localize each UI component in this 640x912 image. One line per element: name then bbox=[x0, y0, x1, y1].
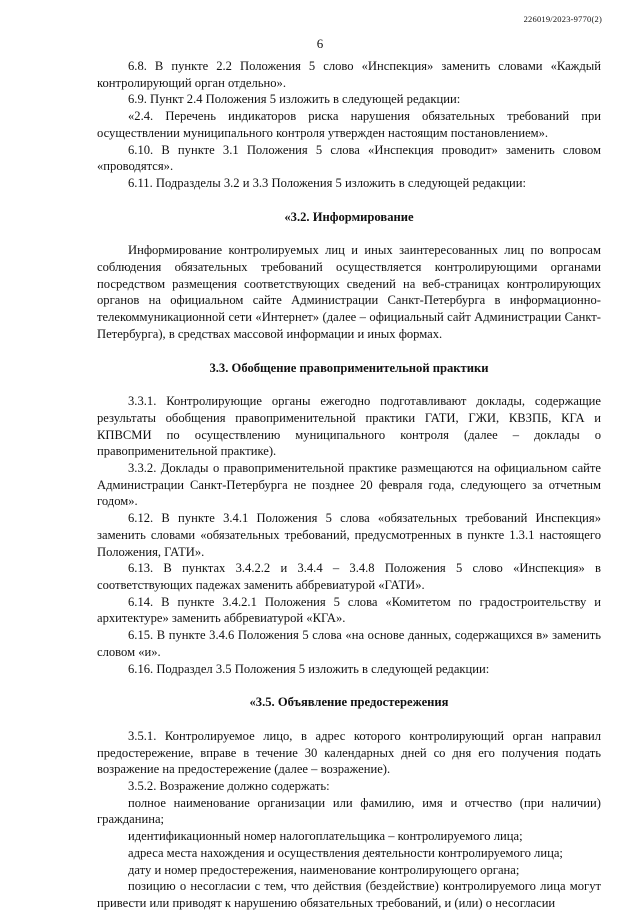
section-3-3-heading: 3.3. Обобщение правоприменительной практики bbox=[209, 360, 489, 375]
paragraph-6-9: 6.9. Пункт 2.4 Положения 5 изложить в следующей редакции: bbox=[128, 92, 461, 107]
page-number: 6 bbox=[316, 36, 324, 51]
list-item-disagreement-position: позицию о несогласии с тем, что действия (бездействие) контролируемого лица могут привести или приводят к нарушению обязательных требований, и (или) о несогласии bbox=[97, 879, 601, 910]
document-registration-number: 226019/2023-9770(2) bbox=[523, 14, 602, 24]
paragraph-3-5-1: 3.5.1. Контролируемое лицо, в адрес которого контролирующий орган направил предостережение, вправе в течение 30 календарных дней со дня его получения подать возражение на предостережение (далее – возражение). bbox=[97, 728, 601, 777]
section-3-5-heading: «3.5. Объявление предостережения bbox=[249, 695, 449, 710]
paragraph-3-3-2: 3.3.2. Доклады о правоприменительной практике размещаются на официальном сайте Администрации Санкт-Петербурга не позднее 20 февраля года, следующего за отчетным годом». bbox=[97, 461, 601, 509]
paragraph-2-4-quote: «2.4. Перечень индикаторов риска нарушения обязательных требований при осуществлении муниципального контроля утвержден настоящим постановлением». bbox=[97, 109, 601, 140]
paragraph-3-3-1: 3.3.1. Контролирующие органы ежегодно подготавливают доклады, содержащие результаты обобщения правоприменительной практики ГАТИ, ГЖИ, КВЗПБ, КГА и КПВСМИ по осуществлению муниципального контроля (далее – доклады о правоприменительной практике). bbox=[97, 394, 601, 459]
paragraph-6-12: 6.12. В пункте 3.4.1 Положения 5 слова «обязательных требований Инспекция» заменить словами «обязательных требований, предусмотренных в пункте 1.3.1 настоящего Положения, ГАТИ». bbox=[97, 511, 601, 559]
paragraph-6-8: 6.8. В пункте 2.2 Положения 5 слово «Инспекция» заменить словами «Каждый контролирующий орган отдельно». bbox=[97, 59, 601, 90]
list-item-warning-date-number: дату и номер предостережения, наименование контролирующего органа; bbox=[128, 862, 520, 877]
paragraph-6-11: 6.11. Подразделы 3.2 и 3.3 Положения 5 изложить в следующей редакции: bbox=[128, 175, 527, 190]
paragraph-6-16: 6.16. Подраздел 3.5 Положения 5 изложить в следующей редакции: bbox=[128, 661, 490, 676]
section-3-2-paragraph: Информирование контролируемых лиц и иных заинтересованных лиц по вопросам соблюдения обязательных требований осуществляется контролирующими органами посредством размещения соответствующих сведений на веб-страницах контролирующих органов на официальном сайте Администрации Санкт-Петербурга в информационно-телекоммуникационной сети «Интернет» (далее – официальный сайт Администрации Санкт-Петербурга), в средствах массовой информации и иных формах. bbox=[97, 243, 601, 341]
section-3-2-heading: «3.2. Информирование bbox=[284, 209, 414, 224]
list-item-taxpayer-id: идентификационный номер налогоплательщика – контролируемого лица; bbox=[128, 829, 523, 844]
document-body bbox=[97, 58, 601, 912]
paragraph-3-5-2: 3.5.2. Возражение должно содержать: bbox=[128, 779, 330, 794]
list-item-addresses: адреса места нахождения и осуществления деятельности контролируемого лица; bbox=[128, 845, 563, 860]
paragraph-6-15: 6.15. В пункте 3.4.6 Положения 5 слова «на основе данных, содержащихся в» заменить словом «и». bbox=[97, 628, 601, 659]
list-item-organization-name: полное наименование организации или фамилию, имя и отчество (при наличии) гражданина; bbox=[97, 795, 601, 827]
paragraph-6-10: 6.10. В пункте 3.1 Положения 5 слова «Инспекция проводит» заменить словом «проводятся». bbox=[97, 142, 601, 174]
paragraph-6-14: 6.14. В пункте 3.4.2.1 Положения 5 слова «Комитетом по градостроительству и архитектуре» заменить аббревиатурой «КГА». bbox=[97, 594, 601, 626]
paragraph-6-13: 6.13. В пунктах 3.4.2.2 и 3.4.4 – 3.4.8 Положения 5 слово «Инспекция» в соответствующих падежах заменить аббревиатурой «ГАТИ». bbox=[97, 561, 601, 592]
